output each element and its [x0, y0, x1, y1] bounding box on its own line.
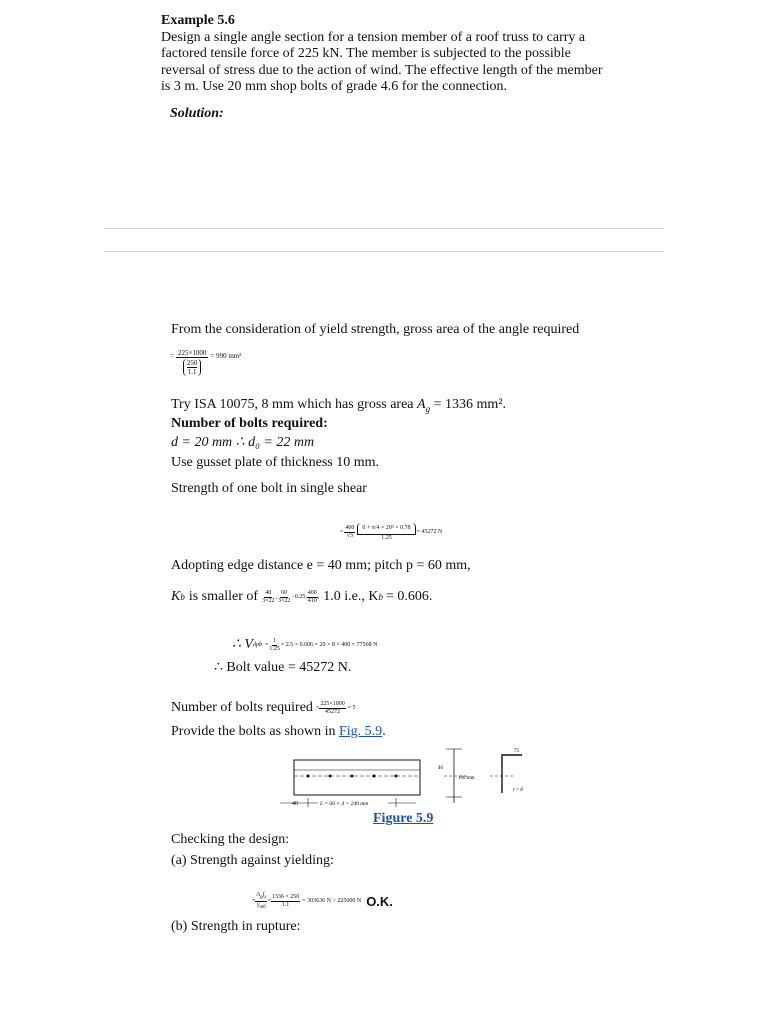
eq1-den-num: 250: [186, 359, 198, 367]
plate-outline: [294, 760, 420, 795]
nbolts-frac-den: 45272: [325, 708, 340, 715]
problem-line-3: reversal of stress due to the action of wind. The effective length of the member: [161, 63, 603, 78]
eq1-numerator: 225×1000: [177, 349, 207, 357]
check-a-line: (a) Strength against yielding:: [171, 853, 334, 868]
eq3-gamma: γ: [257, 902, 260, 909]
eq3-num: 1336 × 250: [271, 894, 300, 901]
provide-text: Provide the bolts as shown in: [171, 724, 336, 739]
bolt-diameter-line: d = 20 mm ∴ d₀ = 22 mm: [171, 435, 315, 450]
try-isa-text: Try ISA 10075, 8 mm which has gross area: [171, 397, 414, 412]
kb-frac-3-den: 410: [307, 597, 317, 604]
problem-line-4: is 3 m. Use 20 mm shop bolts of grade 4.6 for the connection.: [161, 79, 508, 94]
nbolts-label: Number of bolts required: [171, 700, 313, 715]
vdpb-frac-den: 1.25: [269, 645, 280, 652]
problem-line-1: Design a single angle section for a tension member of a roof truss to carry a: [161, 30, 586, 45]
kb-tail: 1.0 i.e., K: [323, 589, 379, 604]
eq2-root: √3: [346, 533, 354, 539]
bolt-hole: [373, 775, 376, 778]
vdpb-subscript: dpb: [252, 642, 262, 648]
figure-link[interactable]: Fig. 5.9: [339, 724, 383, 739]
nbolts-result: ≈ 5: [347, 704, 356, 711]
area-subscript: g: [425, 403, 431, 414]
equation-bolt-shear: = $\frac{400}{√3}$ $\frac{\text{0 + π/4 × 20² × 0.78}}{1.25}$ = 45272 N: [340, 525, 443, 541]
eq3-fy: f: [262, 892, 265, 898]
area-symbol: A: [417, 397, 426, 412]
vdpb-rest: × 2.5 × 0.606 × 20 × 8 × 400 = 77568 N: [280, 641, 378, 648]
vdpb-equation: ∴ V dpb = $\frac{1}{1.25}$ × 2.5 × 0.606 × 20 × 8 × 400 = 77568 N: [232, 637, 378, 652]
problem-line-2: factored tensile force of 225 kN. The member is subjected to the possible: [161, 46, 571, 61]
dim-40-side: 40: [438, 766, 443, 771]
bolt-value-line: ∴ Bolt value = 45272 N.: [214, 660, 352, 675]
figure-caption[interactable]: Figure 5.9: [373, 811, 434, 826]
kb-frac-1-num: 40: [265, 589, 272, 596]
vdpb-symbol: ∴ V: [232, 637, 253, 652]
eq2-den: 1.25: [381, 535, 392, 541]
bolt-hole: [351, 775, 354, 778]
eq3-result: = 303636 N > 225000 N: [302, 898, 362, 905]
checking-heading: Checking the design:: [171, 832, 290, 847]
eq3-ag-sub: g: [260, 895, 263, 901]
kb-frac-2-den: 3×22: [277, 597, 291, 604]
kb-frac-2-num: 60: [281, 589, 288, 596]
kb-line: K b is smaller of $\frac{40}{3\times 22}$ , $\frac{60}{3\times 22}$ −0.25, $\frac{400}{410}$ , 1.0 i.e., K b = 0.606.: [171, 589, 433, 604]
dim-spacing: L = 60 × 4 = 240 mm: [320, 801, 369, 807]
edge-distance-line: Adopting edge distance e = 40 mm; pitch p = 60 mm,: [171, 558, 471, 573]
strength-line: Strength of one bolt in single shear: [171, 481, 367, 496]
kb-tail-value: = 0.606.: [385, 589, 433, 604]
solution-label: Solution:: [170, 106, 224, 121]
gusset-line: Use gusset plate of thickness 10 mm.: [171, 455, 380, 470]
bolt-hole: [307, 775, 310, 778]
kb-mid-text: is smaller of: [188, 589, 259, 604]
eq1-den-den: 1.1: [187, 368, 197, 376]
equation-gross-area: = $\frac{225\times 1000}{\frac{250}{1.1}}$ = 990 mm²: [170, 349, 242, 376]
dim-75: 75: [514, 749, 519, 754]
eq3-ag: A: [256, 892, 261, 898]
kb-minus: −0.25,: [291, 593, 307, 600]
eq2-result: = 45272 N: [416, 529, 443, 535]
provide-line: [171, 723, 386, 741]
dim-100: 100 mm: [458, 776, 475, 781]
provide-period: .: [382, 724, 386, 739]
dim-40-left: 40: [292, 801, 298, 807]
eq2-inner: 0 + π/4 × 20² × 0.78: [357, 523, 415, 535]
kb-subscript: b: [180, 592, 185, 602]
eq3-den: 1.1: [281, 902, 290, 909]
check-b-line: (b) Strength in rupture:: [171, 919, 301, 934]
ok-mark: O.K.: [366, 894, 393, 910]
eq3-gamma-sub: m0: [259, 905, 266, 911]
kb-frac-1-den: 3×22: [262, 597, 275, 604]
example-title: Example 5.6: [161, 13, 235, 28]
page-divider: [104, 228, 664, 252]
kb-symbol: K: [171, 589, 181, 604]
bolts-heading: Number of bolts required:: [171, 416, 328, 431]
vdpb-frac-num: 1: [273, 637, 277, 644]
bolt-hole: [395, 775, 398, 778]
equation-yield-check: = $\frac{A_gf_y}{\gamma_{m0}}$ = $\frac{1336 \times 250}{1.1}$ = 303636 N > 225000 N O.K.: [252, 892, 393, 911]
kb-tail-subscript: b: [378, 592, 383, 602]
nbolts-line: Number of bolts required = $\frac{225\times 1000}{45272}$ ≈ 5: [171, 700, 356, 715]
area-value: = 1336 mm².: [433, 397, 506, 412]
eq1-result: = 990 mm²: [210, 352, 242, 360]
bolt-hole: [329, 775, 332, 778]
eq2-lead: 400: [345, 525, 355, 531]
nbolts-frac-num: 225×1000: [320, 700, 345, 707]
yield-line: From the consideration of yield strength, gross area of the angle required: [171, 322, 580, 337]
eq3-fy-sub: y: [264, 895, 267, 901]
dim-thickness: t = 8: [513, 788, 523, 793]
kb-frac-3-num: 400: [307, 589, 317, 596]
